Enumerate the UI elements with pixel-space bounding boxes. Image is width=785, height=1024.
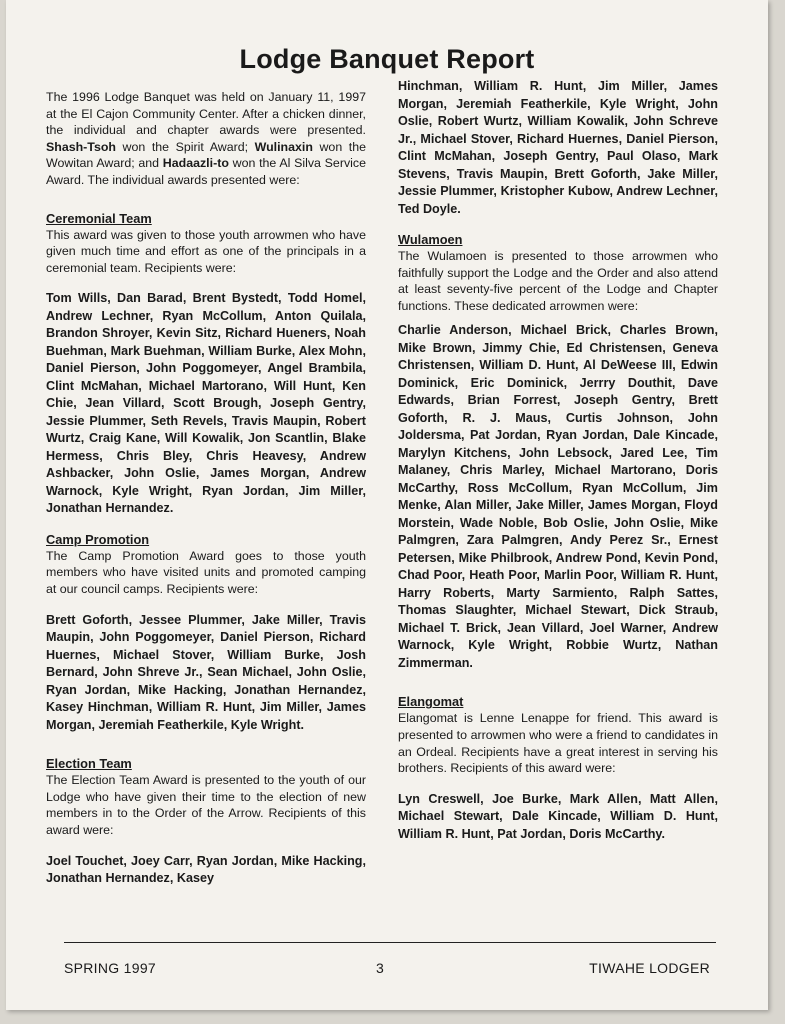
election-team-recipients-part2: Hinchman, William R. Hunt, Jim Miller, James Morgan, Jeremiah Featherkile, Kyle Wright, John Oslie, Robert Wurtz, William Kowalik, John Schreve Jr., Michael Stover, Richard Huernes, Daniel Pierson, Clint McMahan, Joseph Gentry, Paul Olaso, Mark Stevens, Travis Maupin, Brett Goforth, Jake Miller, Jessie Plummer, Kristopher Kubow, Andrew Lechner, Ted Doyle. [398, 79, 718, 216]
intro-text-3: won the Wowitan Award; and [46, 139, 366, 171]
footer-publication: TIWAHE LODGER [589, 960, 710, 976]
camp-promotion-recipients: Brett Goforth, Jessee Plummer, Jake Miller, Travis Maupin, John Poggomeyer, Daniel Pierson, Richard Huernes, Michael Stover, William Burke, Josh Bernard, John Shreve Jr., Sean Michael, John Oslie, Ryan Jordan, Mike Hacking, Jonathan Hernandez, Kasey Hinchman, William R. Hunt, Jim Miller, James Morgan, Jeremiah Featherkile, Kyle Wright. [46, 612, 366, 732]
intro-text-2: won the Spirit Award; [116, 139, 255, 154]
election-team-recipients-part1: Joel Touchet, Joey Carr, Ryan Jordan, Mike Hacking, Jonathan Hernandez, Kasey [46, 853, 366, 885]
footer-divider [64, 942, 716, 943]
ceremonial-team-recipients: Tom Wills, Dan Barad, Brent Bystedt, Todd Homel, Andrew Lechner, Ryan McCollum, Anton Quilala, Brandon Shroyer, Kevin Sitz, Richard Hueners, Noah Buehman, Mark Buehman, William Burke, Alex Mohn, Daniel Pierson, John Poggomeyer, Angel Brambila, Clint McMahan, Michael Martorano, Will Hunt, Ken Chie, Jean Villard, Scott Brough, Joseph Gentry, Jessie Plummer, Seth Revels, Travis Maupin, Robert Wurtz, Craig Kane, Will Kowalik, Jon Scantlin, Blake Hermess, Chris Bley, Chris Heavesy, Andrew Ashbacker, John Oslie, James Morgan, Andrew Warnock, Kyle Wright, Ryan Jordan, Jim Miller, Jonathan Hernandez. [46, 291, 366, 516]
intro-paragraph [46, 89, 366, 189]
elangomat-heading: Elangomat [398, 694, 464, 710]
footer-page-number: 3 [376, 960, 385, 976]
right-column [398, 78, 718, 843]
wulamoen-heading: Wulamoen [398, 232, 463, 247]
left-column [46, 89, 366, 888]
newsletter-page [6, 0, 768, 1010]
camp-promotion-heading: Camp Promotion [46, 531, 150, 547]
ceremonial-team-description: This award was given to those youth arrowmen who have given much time and effort as one of the principals in a ceremonial team. Recipients were: [46, 227, 366, 275]
footer-issue: SPRING 1997 [64, 960, 157, 976]
ceremonial-team-heading: Ceremonial Team [46, 210, 152, 226]
election-team-heading: Election Team [46, 756, 132, 772]
chapter-name-hadaazli-to: Hadaazli-to [162, 156, 229, 171]
elangomat-recipients: Lyn Creswell, Joe Burke, Mark Allen, Matt Allen, Michael Stewart, Dale Kincade, William D. Hunt, William R. Hunt, Pat Jordan, Doris McCarthy. [398, 791, 718, 841]
page-title: Lodge Banquet Report [239, 44, 535, 74]
wulamoen-recipients: Charlie Anderson, Michael Brick, Charles Brown, Mike Brown, Jimmy Chie, Ed Christensen, Geneva Christensen, William D. Hunt, Al DeWeese III, Edwin Dominick, Eric Dominick, Jerrry Douthit, Dave Edwards, Brian Forrest, Joseph Gentry, Brett Goforth, R. J. Maus, Curtis Johnson, John Joldersma, Pat Jordan, Ryan Jordan, Dale Kincade, Marylyn Kitchens, John Lebsock, Jared Lee, Tim Malaney, Chris Marley, Michael Martorano, Doris McCarthy, Ross McCollum, Ryan McCollum, Jim Menke, Alan Miller, Jake Miller, James Morgan, Floyd Morstein, Wade Noble, Bob Oslie, John Oslie, Mike Palmgren, Zara Palmgren, Andy Perez Sr., Ernest Petersen, Mike Philbrook, Andrew Pond, Kevin Pond, Chad Poor, Heath Poor, Marlin Poor, William R. Hunt, Harry Roberts, Marty Sarmiento, Ralph Sattes, Thomas Slaughter, Michael Stewart, Dick Straub, Michael T. Brick, Jean Villard, Joel Warner, Andrew Warnock, Kyle Wright, Robbie Wurtz, Nathan Zimmerman. [398, 323, 718, 670]
chapter-name-shash-tsoh: Shash-Tsoh [46, 139, 116, 154]
elangomat-description: Elangomat is Lenne Lenappe for friend. This award is presented to arrowmen who were a friend to candidates in an Ordeal. Recipients have a great interest in serving his brothers. Recipients of this award were: [398, 711, 718, 776]
election-team-description: The Election Team Award is presented to the youth of our Lodge who have given their time to the election of new members in to the Order of the Arrow. Recipients of this award were: [46, 773, 366, 837]
chapter-name-wulinaxin: Wulinaxin [254, 139, 313, 154]
intro-text-4: won the Al Silva Service Award. The individual awards presented were: [46, 156, 366, 187]
wulamoen-description: The Wulamoen is presented to those arrowmen who faithfully support the Lodge and the Order and also attend at least seventy-five percent of the Lodge and Chapter functions. These dedicated arrowmen were: [398, 249, 718, 313]
intro-text-1: The 1996 Lodge Banquet was held on January 11, 1997 at the El Cajon Community Center. After a chicken dinner, the individual and chapter awards were presented. [46, 90, 366, 138]
camp-promotion-description: The Camp Promotion Award goes to those youth members who have visited units and promoted camping at our council camps. Recipients were: [46, 548, 366, 597]
